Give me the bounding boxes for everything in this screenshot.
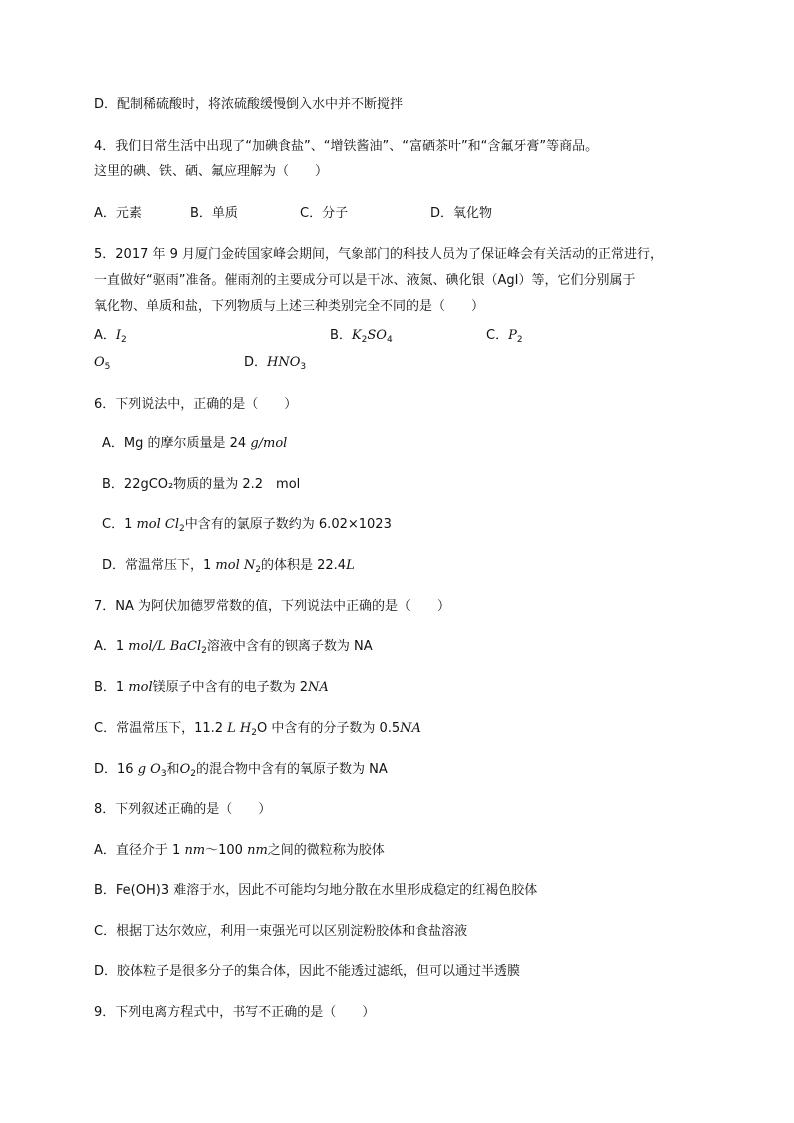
q7-option-c-formula: L H [227, 721, 252, 736]
q6-option-d-text: D．常温常压下，1 [102, 558, 216, 573]
q9-stem: 9．下列电离方程式中，书写不正确的是（ ） [94, 1005, 376, 1020]
q6-option-a-text: A．Mg 的摩尔质量是 24 [102, 436, 251, 451]
q8-option-a [94, 842, 385, 860]
q6-option-d-sub: 2 [255, 565, 261, 575]
q8-option-c: C．根据丁达尔效应，利用一束强光可以区别淀粉胶体和食盐溶液 [94, 924, 468, 939]
q6-option-b: B．22gCO₂物质的量为 2.2 mol [102, 477, 301, 492]
q3-option-d: D．配制稀硫酸时，将浓硫酸缓慢倒入水中并不断搅拌 [94, 97, 404, 112]
q8-option-a-text-2: 之间的微粒称为胶体 [267, 843, 385, 858]
q7-option-d-sub-2: 2 [190, 769, 196, 779]
q7-option-c-text-2: O 中含有的分子数为 0.5 [257, 721, 401, 736]
q5-option-c-formula-2: O [94, 355, 105, 370]
q5-option-d-formula: HNO [267, 355, 301, 370]
q6-option-d-text-2: 的体积是 22.4 [260, 558, 347, 573]
q4-option-d: D．氧化物 [430, 206, 493, 221]
q8-option-a-text: A．直径介于 1 [94, 843, 185, 858]
q5-option-c-sub-2: 5 [104, 362, 111, 372]
q7-stem: 7．NA 为阿伏加德罗常数的值，下列说法中正确的是（ ） [94, 599, 451, 614]
q6-option-a-unit: g/mol [250, 436, 288, 451]
q5-option-b-sub-1: 2 [361, 335, 368, 345]
q4-stem-line2: 这里的碘、铁、硒、氟应理解为（ ） [94, 164, 329, 179]
q5-option-b-formula-1: K [351, 328, 362, 343]
q6-option-a [102, 435, 287, 453]
q4-option-c: C．分子 [300, 206, 349, 221]
q5-option-d [244, 354, 306, 372]
q4-option-a: A．元素 [94, 206, 142, 221]
q8-option-b: B．Fe(OH)3 难溶于水，因此不可能均匀地分散在水里形成稳定的红褐色胶体 [94, 883, 538, 898]
q5-option-c [486, 327, 523, 345]
q7-option-a-formula: mol/L BaCl [128, 639, 202, 654]
q5-option-d-letter: D． [244, 355, 268, 370]
q8-option-a-range: ～100 [205, 843, 248, 858]
q7-option-d-and: 和 [166, 762, 180, 777]
q5-option-b-letter: B． [330, 328, 352, 343]
q5-option-b-sub-2: 4 [386, 335, 393, 345]
q7-option-d-sub: 3 [160, 769, 167, 779]
q5-stem-line3: 氧化物、单质和盐，下列物质与上述三种类别完全不同的是（ ） [94, 299, 485, 314]
q7-option-b-text-2: 镁原子中含有的电子数为 2 [152, 680, 309, 695]
q5-option-c-cont [94, 354, 110, 372]
q7-option-d-formula: g O [137, 762, 161, 777]
q7-option-a [94, 638, 373, 656]
q6-option-c-text: C．1 [102, 517, 137, 532]
q8-stem: 8．下列叙述正确的是（ ） [94, 802, 272, 817]
q5-stem-line1: 5．2017 年 9 月厦门金砖国家峰会期间，气象部门的科技人员为了保证峰会有关活动的正常进行， [94, 247, 664, 262]
q5-option-c-sub: 2 [516, 335, 523, 345]
q7-option-d-text-2: 的混合物中含有的氧原子数为 NA [195, 762, 388, 777]
q7-option-a-sub: 2 [201, 646, 207, 656]
q7-option-a-text: A．1 [94, 639, 129, 654]
q6-option-c-formula: mol Cl [136, 517, 180, 532]
q7-option-b-text: B．1 [94, 680, 129, 695]
q7-option-d-formula-2: O [179, 762, 191, 777]
q5-option-c-letter: C． [486, 328, 509, 343]
q6-option-c-text-2: 中含有的氯原子数约为 6.02×1023 [184, 517, 392, 532]
q5-option-a-formula: I [115, 328, 122, 343]
q5-option-c-formula: P [508, 328, 517, 343]
q7-option-b [94, 679, 329, 697]
q6-stem: 6．下列说法中，正确的是（ ） [94, 397, 298, 412]
q7-option-a-text-2: 溶液中含有的钡离子数为 NA [206, 639, 373, 654]
q5-option-b-formula-2: SO [367, 328, 387, 343]
q5-option-a [94, 327, 127, 345]
q4-option-b: B．单质 [190, 206, 238, 221]
q4-stem-line1: 4．我们日常生活中出现了“加碘食盐”、“增铁酱油”、“富硒茶叶”和“含氟牙膏”等商品。 [94, 139, 599, 154]
q5-stem-line2: 一直做好“驱雨”准备。催雨剂的主要成分可以是干冰、液氮、碘化银（AgI）等，它们分别属于 [94, 273, 636, 288]
q5-option-a-sub: 2 [121, 335, 127, 345]
q6-option-c [102, 516, 392, 534]
q6-option-c-sub: 2 [179, 524, 185, 534]
q8-option-d: D．胶体粒子是很多分子的集合体，因此不能透过滤纸，但可以通过半透膜 [94, 964, 521, 979]
q8-option-a-unit: nm [184, 843, 206, 858]
q8-option-a-unit-2: nm [247, 843, 268, 858]
q5-option-a-letter: A． [94, 328, 116, 343]
q7-option-b-unit-2: NA [308, 680, 329, 695]
q7-option-c-unit: NA [400, 721, 421, 736]
q7-option-d-text: D．16 [94, 762, 138, 777]
q6-option-d-formula: mol N [215, 558, 256, 573]
q5-option-b [330, 327, 393, 345]
q7-option-c [94, 720, 421, 738]
q7-option-b-unit: mol [128, 680, 153, 695]
q7-option-d [94, 761, 388, 779]
q5-option-d-sub: 3 [300, 362, 307, 372]
q6-option-d [102, 557, 355, 575]
q7-option-c-text: C．常温常压下，11.2 [94, 721, 228, 736]
q6-option-d-unit: L [346, 558, 355, 573]
q7-option-c-sub: 2 [251, 728, 257, 738]
